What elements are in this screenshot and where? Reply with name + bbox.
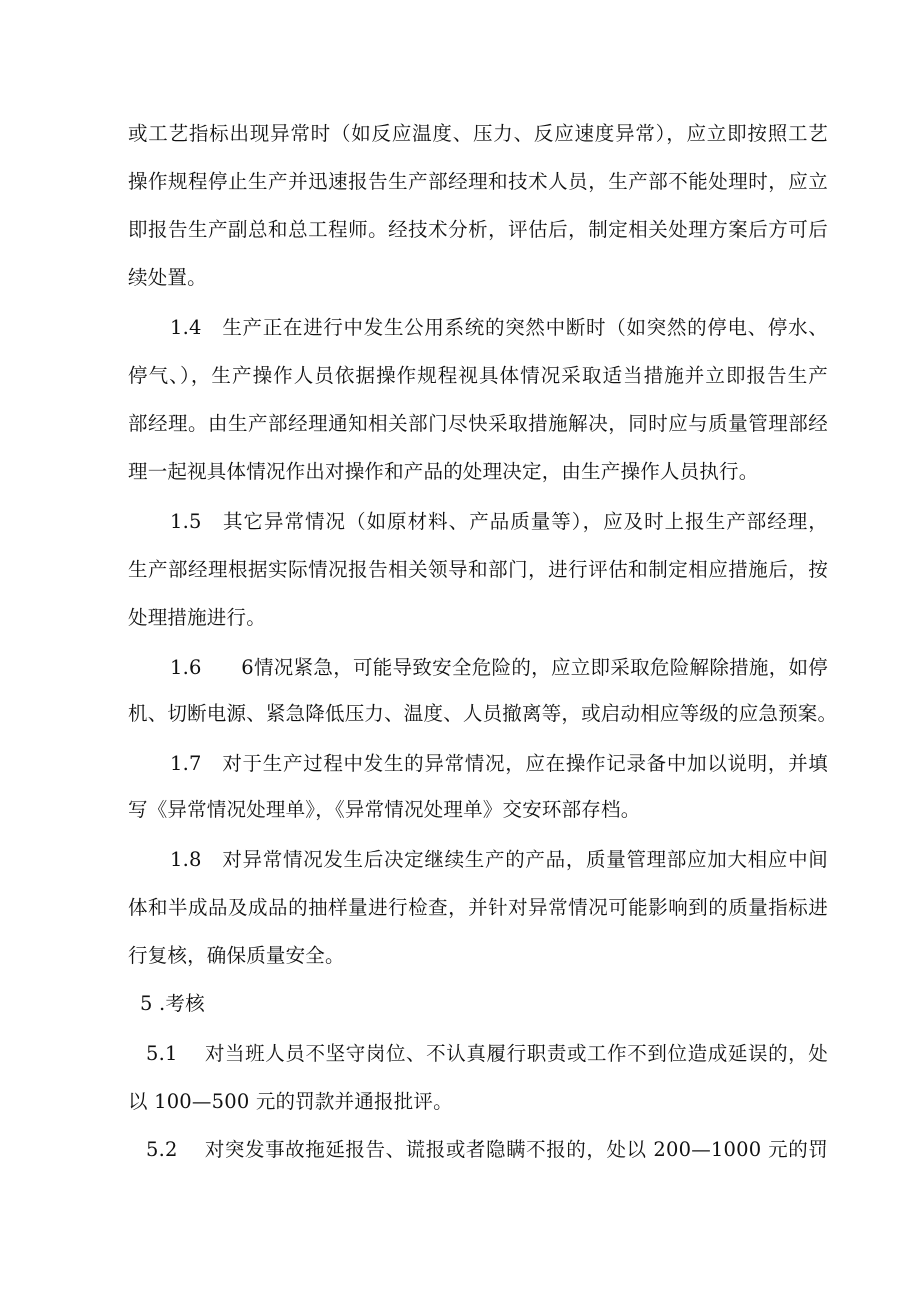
text-line: 1.4 生产正在进行中发生公用系统的突然中断时（如突然的停电、停水、	[170, 316, 828, 339]
text-line: 1.7 对于生产过程中发生的异常情况，应在操作记录备中加以说明，并填	[170, 752, 828, 775]
text-line: 或工艺指标出现异常时（如反应温度、压力、反应速度异常），应立即按照工艺	[128, 122, 828, 145]
text-line: 5.2 对突发事故拖延报告、谎报或者隐瞒不报的，处以 200—1000 元的罚	[146, 1138, 828, 1161]
text-line: 机、切断电源、紧急降低压力、温度、人员撤离等，或启动相应等级的应急预案。	[128, 702, 838, 725]
text-line: 理一起视具体情况作出对操作和产品的处理决定，由生产操作人员执行。	[128, 460, 759, 483]
section-heading: 5 .考核	[140, 992, 205, 1015]
text-line: 即报告生产副总和总工程师。经技术分析，评估后，制定相关处理方案后方可后	[128, 218, 828, 241]
text-line: 1.8 对异常情况发生后决定继续生产的产品，质量管理部应加大相应中间	[170, 848, 828, 871]
text-line: 以 100—500 元的罚款并通报批评。	[128, 1090, 453, 1113]
text-line: 部经理。由生产部经理通知相关部门尽快采取措施解决，同时应与质量管理部经	[128, 412, 828, 435]
text-line: 5.1 对当班人员不坚守岗位、不认真履行职责或工作不到位造成延误的，处	[146, 1042, 828, 1065]
text-line: 1.5 其它异常情况（如原材料、产品质量等），应及时上报生产部经理，	[170, 510, 828, 533]
text-line: 体和半成品及成品的抽样量进行检查，并针对异常情况可能影响到的质量指标进	[128, 896, 828, 919]
text-line: 写《异常情况处理单》，《异常情况处理单》交安环部存档。	[128, 798, 641, 821]
text-line: 操作规程停止生产并迅速报告生产部经理和技术人员，生产部不能处理时，应立	[128, 170, 828, 193]
text-line: 1.6 6情况紧急，可能导致安全危险的，应立即采取危险解除措施，如停	[170, 656, 828, 679]
text-line: 续处置。	[128, 266, 207, 289]
text-line: 处理措施进行。	[128, 606, 266, 629]
text-line: 生产部经理根据实际情况报告相关领导和部门，进行评估和制定相应措施后，按	[128, 558, 828, 581]
text-line: 行复核，确保质量安全。	[128, 944, 345, 967]
text-line: 停气、），生产操作人员依据操作规程视具体情况采取适当措施并立即报告生产	[128, 364, 828, 387]
